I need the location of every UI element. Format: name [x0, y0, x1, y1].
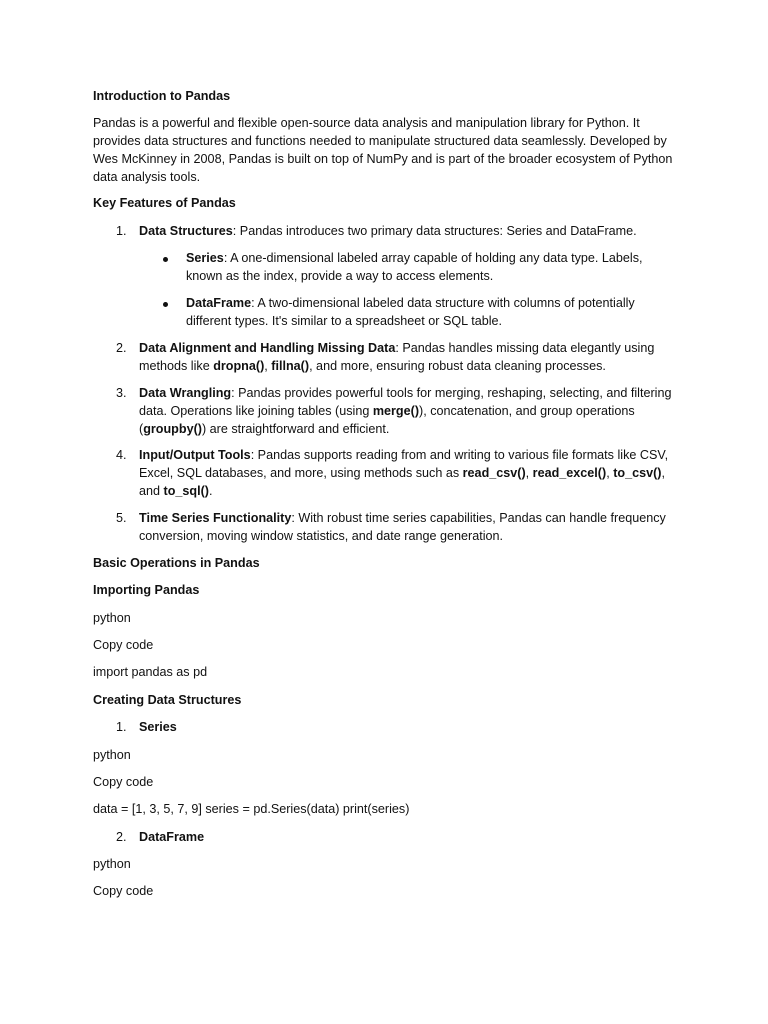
key-features-heading: Key Features of Pandas [93, 196, 236, 210]
creating-heading: Creating Data Structures [93, 693, 242, 707]
feature-text: , and more, ensuring robust data cleaning processes. [309, 359, 606, 373]
list-number: 2. [116, 341, 127, 355]
feature-text: ), concatenation, and group operations ( [139, 404, 635, 436]
feature-text: , [525, 466, 533, 480]
method-name: merge() [372, 404, 420, 418]
bullet-text: : A one-dimensional labeled array capable of holding any data type. Labels, known as the index, provide a way to access elements. [186, 251, 643, 283]
feature-text: , and [139, 466, 665, 498]
intro-paragraph: Pandas is a powerful and flexible open-source data analysis and manipulation library for Python. It provides data structures and functions needed to manipulate structured data seamlessly. Developed by Wes McKinney in 2008, Pandas is built on top of NumPy and is part of the broader ecosystem of Python data analysis tools. [93, 116, 673, 184]
feature-text: , [264, 359, 272, 373]
method-name: dropna() [213, 359, 265, 373]
bullet-icon [163, 296, 171, 302]
feature-text: : Pandas supports reading from and writing to various file formats like CSV, Excel, SQL databases, and more, using methods such as [139, 448, 669, 480]
series-label: Series [139, 720, 177, 734]
code-language-label: python [93, 611, 131, 625]
feature-text: ) are straightforward and efficient. [201, 422, 390, 436]
bullet-term: Series [186, 251, 224, 265]
feature-text: : Pandas provides powerful tools for merging, reshaping, selecting, and filtering data. Operations like joining tables (using [139, 386, 672, 418]
copy-code-link[interactable]: Copy code [93, 775, 154, 789]
list-number: 1. [116, 720, 127, 734]
bullet-text: : A two-dimensional labeled data structure with columns of potentially different types. It's similar to a spreadsheet or SQL table. [186, 296, 635, 328]
basic-ops-heading: Basic Operations in Pandas [93, 556, 260, 570]
code-language-label: python [93, 748, 131, 762]
bullet-term: DataFrame [186, 296, 252, 310]
feature-text: : Pandas handles missing data elegantly using methods like [139, 341, 655, 373]
series-code: data = [1, 3, 5, 7, 9] series = pd.Series(data) print(series) [93, 802, 410, 816]
method-name: to_sql() [163, 484, 209, 498]
feature-text: : With robust time series capabilities, Pandas can handle frequency conversion, moving window statistics, and date range generation. [139, 511, 666, 543]
method-name: read_excel() [532, 466, 607, 480]
list-number: 5. [116, 511, 127, 525]
copy-code-link[interactable]: Copy code [93, 638, 154, 652]
feature-term: Input/Output Tools [139, 448, 251, 462]
method-name: read_csv() [462, 466, 526, 480]
list-number: 3. [116, 386, 127, 400]
bullet-icon [163, 251, 171, 257]
feature-term: Data Structures [139, 224, 233, 238]
doc-title: Introduction to Pandas [93, 89, 231, 103]
import-code: import pandas as pd [93, 665, 208, 679]
importing-heading: Importing Pandas [93, 583, 200, 597]
feature-text: : Pandas introduces two primary data structures: Series and DataFrame. [232, 224, 637, 238]
list-number: 1. [116, 224, 127, 238]
dataframe-label: DataFrame [139, 830, 205, 844]
copy-code-link[interactable]: Copy code [93, 884, 154, 898]
feature-term: Data Wrangling [139, 386, 232, 400]
feature-term: Data Alignment and Handling Missing Data [139, 341, 396, 355]
list-number: 2. [116, 830, 127, 844]
list-number: 4. [116, 448, 127, 462]
feature-text: . [209, 484, 213, 498]
feature-text: , [606, 466, 614, 480]
code-language-label: python [93, 857, 131, 871]
method-name: groupby() [143, 422, 202, 436]
method-name: fillna() [271, 359, 310, 373]
feature-term: Time Series Functionality [139, 511, 292, 525]
method-name: to_csv() [613, 466, 662, 480]
